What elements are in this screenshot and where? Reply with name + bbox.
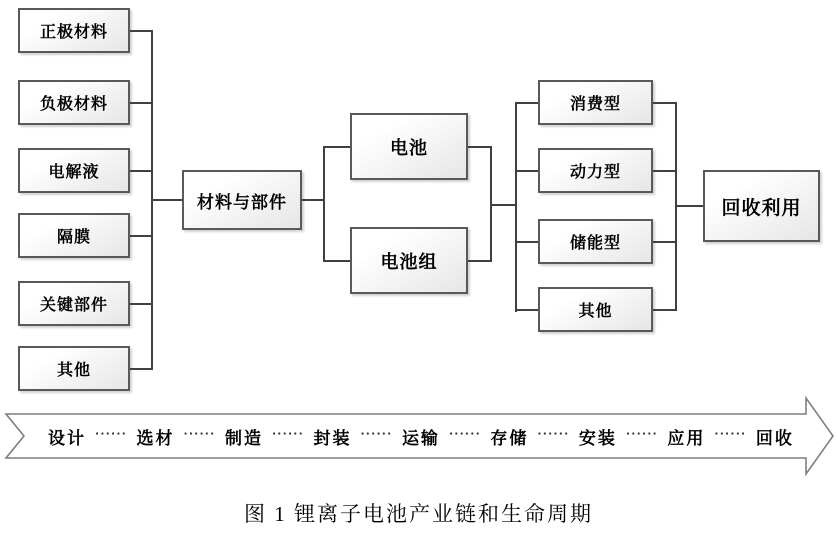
box-key-components: 关键部件	[18, 281, 130, 326]
dotted-separator: ······	[360, 426, 393, 441]
connector-line	[468, 146, 492, 148]
dotted-separator: ······	[272, 426, 305, 441]
box-materials-and-parts: 材料与部件	[182, 170, 302, 230]
dotted-separator: ······	[714, 426, 747, 441]
box-anode-material: 负极材料	[18, 80, 130, 125]
dotted-separator: ······	[183, 426, 216, 441]
connector-line	[515, 170, 538, 172]
connector-line	[130, 368, 153, 370]
box-other-applications: 其他	[538, 287, 653, 332]
connector-line	[515, 241, 538, 243]
connector-line	[515, 102, 538, 104]
connector-line	[130, 235, 153, 237]
dotted-separator: ······	[626, 426, 659, 441]
connector-line	[323, 260, 350, 262]
box-cathode-material: 正极材料	[18, 8, 130, 53]
connector-line	[490, 204, 517, 206]
lifecycle-stage-recycle: 回收	[755, 428, 794, 448]
box-battery-cell: 电池	[350, 113, 468, 180]
connector-line	[515, 102, 517, 312]
box-power-type: 动力型	[538, 148, 653, 193]
lifecycle-stage-install: 安装	[578, 428, 617, 448]
box-battery-pack: 电池组	[350, 227, 468, 294]
lifecycle-stage-application: 应用	[667, 428, 706, 448]
connector-line	[130, 303, 153, 305]
connector-line	[323, 146, 325, 262]
box-recycling: 回收利用	[703, 170, 820, 242]
connector-line	[515, 309, 538, 311]
connector-line	[468, 260, 492, 262]
connector-line	[653, 102, 677, 104]
figure-caption: 图 1 锂离子电池产业链和生命周期	[244, 502, 593, 526]
connector-line	[130, 170, 153, 172]
box-other-materials: 其他	[18, 346, 130, 391]
box-energy-storage-type: 储能型	[538, 219, 653, 264]
lifecycle-stage-design: 设计	[48, 428, 86, 448]
connector-line	[323, 146, 350, 148]
connector-line	[675, 205, 703, 207]
lifecycle-stage-storage: 存储	[490, 428, 529, 448]
lifecycle-stages	[48, 414, 794, 458]
lifecycle-stage-material: 选材	[136, 428, 175, 448]
connector-line	[151, 199, 182, 201]
lifecycle-stage-transport: 运输	[401, 428, 440, 448]
connector-line	[302, 199, 325, 201]
connector-line	[653, 309, 677, 311]
connector-line	[653, 241, 677, 243]
connector-line	[130, 30, 153, 32]
box-electrolyte: 电解液	[18, 148, 130, 193]
dotted-separator: ······	[449, 426, 482, 441]
lifecycle-stage-packaging: 封装	[313, 428, 352, 448]
lifecycle-stage-manufacture: 制造	[224, 428, 263, 448]
dotted-separator: ······	[537, 426, 570, 441]
connector-line	[653, 170, 677, 172]
box-consumer-type: 消费型	[538, 80, 653, 125]
connector-line	[130, 102, 153, 104]
box-separator-membrane: 隔膜	[18, 213, 130, 258]
dotted-separator: ······	[95, 426, 128, 441]
